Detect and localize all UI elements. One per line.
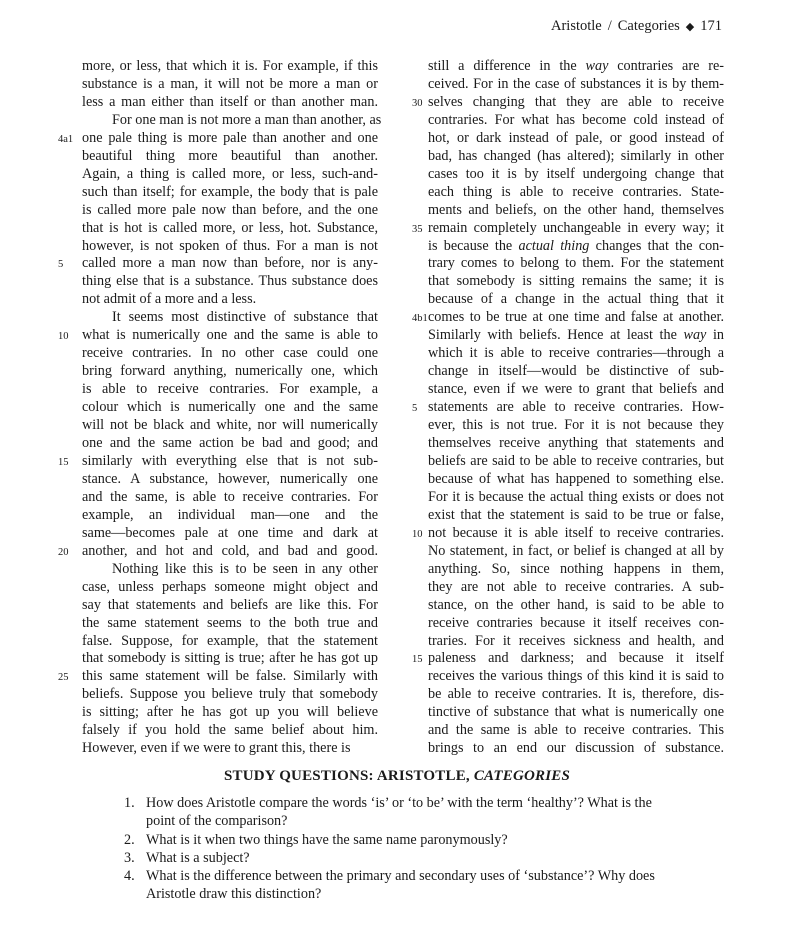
text-line: [82, 722, 378, 740]
line-text: one and the same action be bad and good; and: [82, 435, 378, 452]
text-line: [82, 471, 378, 489]
line-text: is sitting; after he has got up you will believe: [82, 704, 378, 721]
line-text: not admit of a more and a less.: [82, 291, 257, 308]
text-line: [412, 650, 724, 668]
text-line: [428, 668, 724, 686]
text-line: [82, 273, 378, 291]
line-text: paleness and darkness; and because it itself: [428, 650, 724, 667]
text-line: [428, 561, 724, 579]
text-line: [82, 579, 378, 597]
text-line: [82, 399, 378, 417]
question-text: How does Aristotle compare the words ‘is’ or ‘to be’ with the term ‘healthy’? What is the: [146, 795, 652, 811]
line-text: the same statement seems to the both true and: [82, 614, 378, 631]
line-text: stance, on the other hand, is said to be able to: [428, 596, 724, 613]
line-number: 25: [58, 672, 69, 684]
text-line: [58, 129, 378, 148]
diamond-icon: ◆: [685, 21, 695, 33]
line-text: tinctive of substance that what is numerically one: [428, 704, 724, 721]
line-number: 4a1: [58, 133, 74, 145]
study-question: [124, 831, 684, 849]
text-line: [82, 489, 378, 507]
line-text: thing else that is a substance. Thus substance does: [82, 273, 378, 290]
text-line: [82, 650, 378, 668]
line-text: It seems most distinctive of substance that: [112, 309, 378, 326]
line-text: such than itself; for example, the body that is pale: [82, 183, 378, 200]
line-text: colour which is numerically one and the same: [82, 399, 378, 416]
line-text: For it is because the actual thing exists or does not: [428, 488, 724, 505]
line-text: Similarly with beliefs. Hence at least the way in: [428, 327, 724, 344]
line-text: beautiful thing more beautiful than another.: [82, 147, 378, 164]
line-text: case, unless perhaps someone might object and: [82, 578, 378, 595]
line-number: 15: [58, 456, 69, 468]
text-line: [428, 507, 724, 525]
text-line: [428, 579, 724, 597]
text-line: [412, 524, 724, 543]
text-line: [428, 130, 724, 148]
line-text: is able to receive contraries. For example, a: [82, 381, 378, 398]
line-number: 5: [412, 403, 418, 415]
line-text: because of what has happened to something else.: [428, 470, 724, 487]
text-line: [428, 489, 724, 507]
line-text: more, or less, that which it is. For example, if this: [82, 58, 378, 74]
text-line: [82, 740, 378, 758]
text-line: [428, 166, 724, 184]
line-text: ceived. For in the case of substances it is by them-: [428, 75, 724, 92]
line-text: Again, a thing is called more, or less, such-and-: [82, 165, 378, 182]
line-number: 15: [412, 654, 423, 666]
left-text-column: [58, 58, 382, 758]
text-line: [428, 686, 724, 704]
text-line: [82, 525, 378, 543]
text-line: [428, 740, 724, 758]
line-text: will not be black and white, nor will numerically: [82, 417, 378, 434]
line-text: and the same, is able to receive contraries. For: [82, 488, 378, 505]
line-text: receives the various things of this kind it is said to: [428, 668, 724, 685]
text-line: [428, 417, 724, 435]
line-text: say that statements and beliefs are like this. For: [82, 596, 378, 613]
line-text: change in itself—would be distinctive of sub-: [428, 363, 724, 380]
text-line: [82, 76, 378, 94]
text-line: [428, 363, 724, 381]
line-text: still a difference in the way contraries are re-: [428, 58, 724, 74]
question-number: 3.: [124, 849, 135, 866]
text-line: [428, 273, 724, 291]
text-line: [82, 94, 378, 112]
line-text: is because the actual thing changes that the con-: [428, 237, 724, 254]
line-text: bad, has changed (has altered); similarly in other: [428, 147, 724, 164]
line-number: 30: [412, 97, 423, 109]
study-question: [124, 794, 684, 831]
line-text: because of a change in the actual thing that it: [428, 291, 724, 308]
line-text: themselves receive anything that statements and: [428, 435, 724, 452]
study-title-prefix: STUDY QUESTIONS: ARISTOTLE,: [223, 768, 474, 784]
line-text: substance is a man, it will not be more a man or: [82, 75, 378, 92]
text-line: [82, 184, 378, 202]
text-line: [82, 291, 378, 309]
line-text: receive contraries. In no other case could one: [82, 345, 378, 362]
line-text: contraries. For what has become cold instead of: [428, 111, 724, 128]
line-text: called more a man now than before, nor is any-: [82, 255, 378, 272]
question-number: 2.: [124, 831, 135, 848]
line-text: less a man either than itself or than another man.: [82, 93, 378, 110]
text-line: [428, 148, 724, 166]
text-line: [428, 291, 724, 309]
text-line: [82, 381, 378, 399]
line-text: each thing is able to receive contraries. State-: [428, 183, 724, 200]
line-text: falsely if you hold the same belief about him.: [82, 722, 378, 739]
line-text: selves changing that they are able to receive: [428, 93, 724, 110]
text-line: [82, 148, 378, 166]
line-number: 4b1: [412, 313, 428, 325]
question-text: What is it when two things have the same name paronymously?: [146, 831, 508, 848]
line-text: receive contraries because it itself receives con-: [428, 614, 724, 631]
line-text: However, even if we were to grant this, there is: [82, 740, 351, 757]
question-text: Aristotle draw this distinction?: [146, 886, 322, 903]
line-text: brings to an end our discussion of substance.: [428, 740, 724, 757]
study-questions-list: [124, 794, 684, 904]
line-text: stance, even if we were to grant that beliefs and: [428, 381, 724, 398]
header-work: Categories: [617, 18, 680, 34]
line-text: false. Suppose, for example, that the statement: [82, 632, 378, 649]
line-text: be able to receive contraries. It is, therefore, dis-: [428, 686, 724, 703]
text-line: [428, 704, 724, 722]
text-line: [428, 327, 724, 345]
question-text: point of the comparison?: [146, 813, 288, 830]
text-line: [82, 561, 378, 579]
line-text: similarly with everything else that is not sub-: [82, 452, 378, 469]
line-number: 10: [58, 331, 69, 343]
text-line: [82, 435, 378, 453]
text-line: [82, 58, 378, 76]
line-text: hot, or dark instead of pale, or good instead of: [428, 129, 724, 146]
text-line: [82, 704, 378, 722]
text-line: [58, 255, 378, 273]
study-title-work: CATEGORIES: [473, 768, 571, 784]
text-line: [428, 76, 724, 94]
line-text: that is hot is called more, or less, hot. Substance,: [82, 219, 378, 236]
text-line: [412, 399, 724, 417]
text-line: [82, 220, 378, 238]
text-line: [82, 238, 378, 256]
right-text-column: [412, 58, 724, 758]
text-line: [428, 543, 724, 561]
line-text: that somebody is sitting is true; after he has got up: [82, 650, 378, 667]
line-text: beliefs. Suppose you believe truly that somebody: [82, 686, 378, 703]
line-number: 10: [412, 528, 423, 540]
line-text: however, is not spoken of thus. For a man is not: [82, 237, 378, 254]
line-text: trary comes to belong to them. For the statement: [428, 255, 724, 272]
text-line: [82, 202, 378, 220]
question-text: What is the difference between the primary and secondary uses of ‘substance’? Why does: [146, 868, 655, 885]
text-line: [428, 722, 724, 740]
text-line: [82, 507, 378, 525]
text-line: [428, 112, 724, 130]
text-line: [58, 668, 378, 686]
line-text: another, and hot and cold, and bad and good.: [82, 542, 378, 559]
text-line: [428, 633, 724, 651]
text-line: [82, 597, 378, 615]
text-line: [428, 202, 724, 220]
line-number: 5: [58, 259, 64, 271]
line-text: they are not able to receive contraries. A sub-: [428, 578, 724, 595]
line-text: not because it is able itself to receive contraries.: [428, 524, 724, 541]
line-text: which it is able to receive contraries—through a: [428, 345, 724, 362]
study-question: [124, 867, 684, 904]
line-text: that somebody is sitting remains the same; it is: [428, 273, 724, 290]
header-separator: /: [607, 18, 612, 34]
text-line: [82, 686, 378, 704]
text-line: [428, 58, 724, 76]
text-line: [82, 633, 378, 651]
text-line: [58, 452, 378, 471]
line-text: same—becomes pale at one time and dark at: [82, 524, 378, 541]
text-line: [82, 417, 378, 435]
text-line: [428, 453, 724, 471]
text-line: [428, 435, 724, 453]
text-line: [82, 166, 378, 184]
study-questions-title: [0, 768, 794, 785]
text-line: [82, 345, 378, 363]
line-text: No statement, in fact, or belief is changed at all by: [428, 542, 724, 559]
text-line: [428, 184, 724, 202]
text-line: [58, 542, 378, 561]
line-text: one pale thing is more pale than another and one: [82, 129, 378, 146]
line-number: 35: [412, 223, 423, 235]
line-text: exist that the statement is said to be true or false,: [428, 506, 724, 523]
line-text: and the same is able to receive contraries. This: [428, 722, 724, 739]
page-number: 171: [700, 18, 722, 34]
question-number: 1.: [124, 795, 135, 811]
line-text: is called more pale now than before, and the one: [82, 201, 378, 218]
text-line: [428, 615, 724, 633]
text-line: [428, 597, 724, 615]
line-text: stance. A substance, however, numerically one: [82, 470, 378, 487]
text-line: [412, 309, 724, 327]
line-text: comes to be true at one time and false at another.: [428, 309, 724, 326]
text-line: [428, 255, 724, 273]
text-line: [428, 238, 724, 256]
line-text: For one man is not more a man than another, as: [112, 111, 382, 128]
text-line: [412, 93, 724, 112]
line-text: this same statement will be false. Similarly with: [82, 668, 378, 685]
question-number: 4.: [124, 868, 135, 885]
line-text: Nothing like this is to be seen in any other: [112, 560, 378, 577]
text-line: [428, 381, 724, 399]
text-line: [82, 309, 378, 327]
question-text: What is a subject?: [146, 849, 250, 866]
text-line: [412, 219, 724, 238]
text-line: [58, 327, 378, 345]
text-line: [82, 363, 378, 381]
line-text: anything. So, since nothing happens in them,: [428, 560, 724, 577]
study-question: [124, 849, 684, 867]
line-text: ments and beliefs, on the other hand, themselves: [428, 201, 724, 218]
text-line: [82, 615, 378, 633]
line-text: what is numerically one and the same is able to: [82, 327, 378, 344]
line-text: statements are able to receive contraries. How-: [428, 399, 724, 416]
text-line: [428, 471, 724, 489]
header-author: Aristotle: [550, 18, 602, 34]
text-line: [428, 345, 724, 363]
line-text: beliefs are said to be able to receive contraries, but: [428, 452, 724, 469]
line-text: example, an individual man—one and the: [82, 506, 378, 523]
running-header: [551, 18, 722, 35]
line-text: ever, this is not true. For it is not because they: [428, 417, 724, 434]
line-text: bring forward anything, numerically one, which: [82, 363, 378, 380]
line-text: cases too it is by itself undergoing change that: [428, 165, 724, 182]
text-line: [82, 111, 382, 130]
line-number: 20: [58, 546, 69, 558]
line-text: traries. For it receives sickness and health, and: [428, 632, 724, 649]
line-text: remain completely unchangeable in every way; it: [428, 219, 724, 236]
